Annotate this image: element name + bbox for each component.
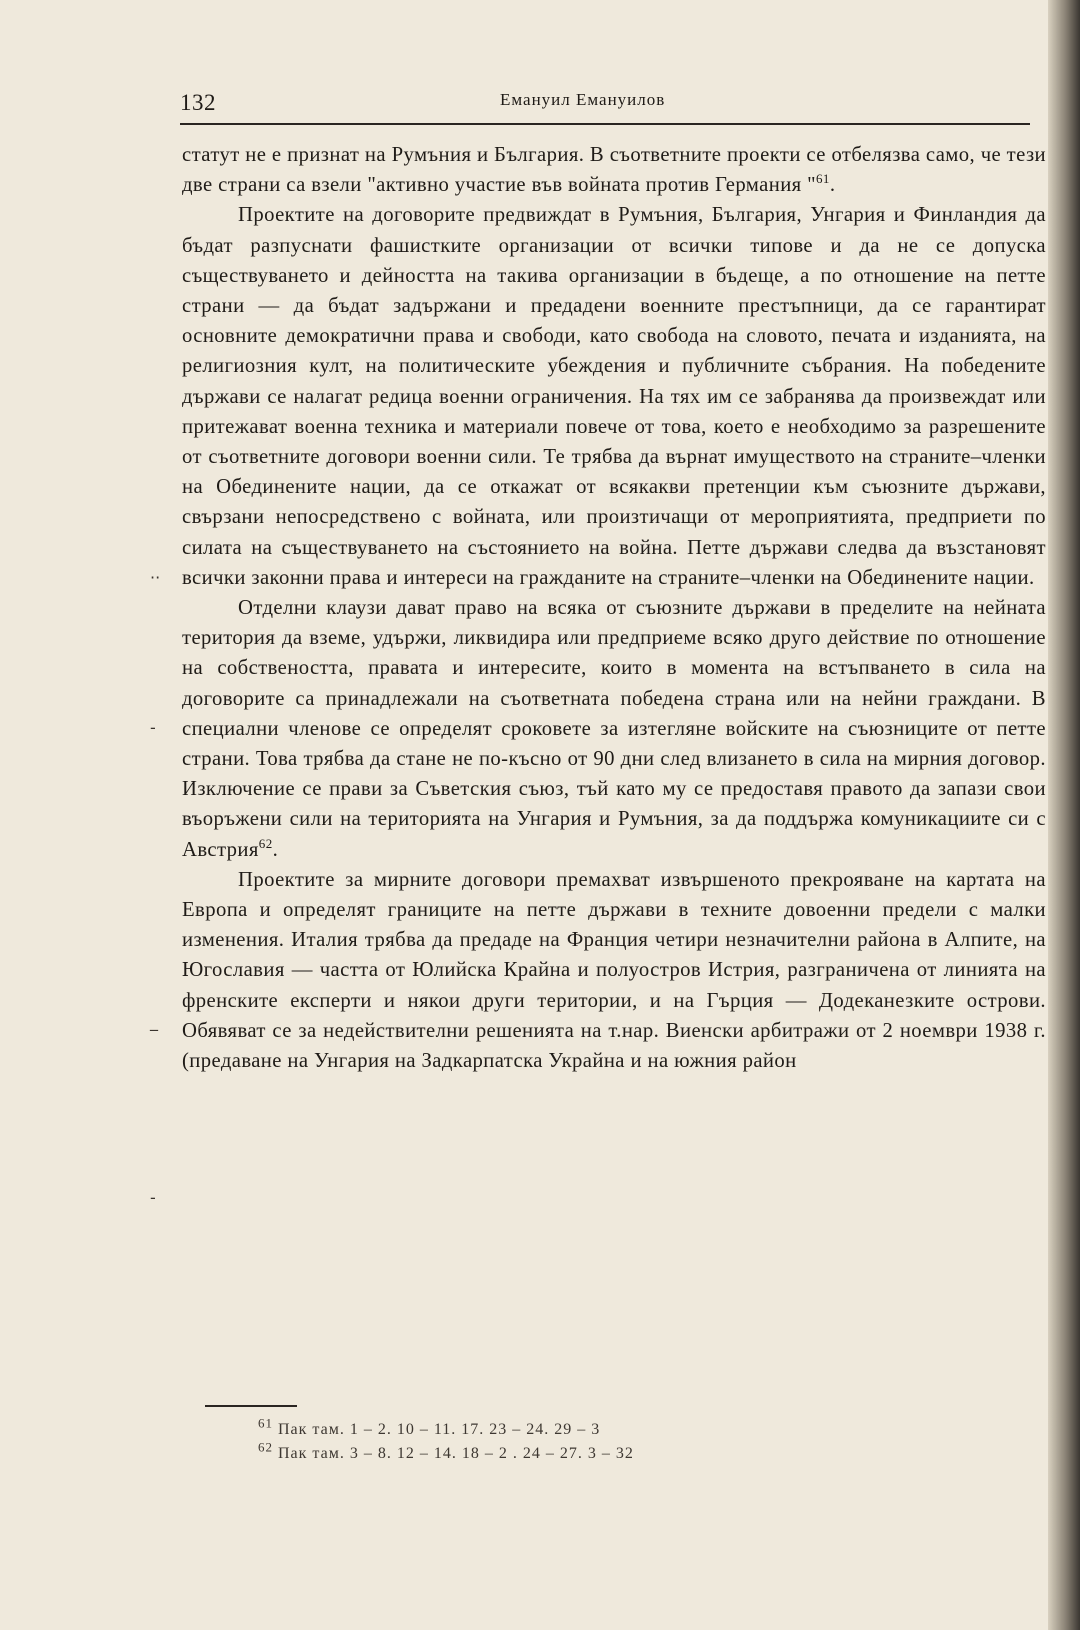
paragraph-2 (182, 200, 1046, 593)
page-header (180, 82, 1030, 122)
paragraph-4-text: Проектите за мирните договори премахват извършеното прекрояване на картата на Европа и определят границите на петте държави в техните довоенни предели с малки изменения. Италия трябва да предаде на Франция четири незначителни района в Алпите, на Югославия — частта от Юлийска Крайна и полуостров Истрия, разграничена от линията на френските експерти и някои други територии, и на Гърция — Додеканезките острови. Обявяват се за недействителни решенията на т.нар. Виенски арбитражи от 2 ноември 1938 г. (предаване на Унгария на Задкарпатска Украйна и на южния район (182, 868, 1046, 1073)
footnote-text: Пак там. 1 – 2. 10 – 11. 17. 23 – 24. 29 – 3 (278, 1421, 601, 1438)
page-edge-shadow (1048, 0, 1080, 1630)
footnote-text: Пак там. 3 – 8. 12 – 14. 18 – 2 . 24 – 27. 3 – 32 (278, 1445, 634, 1462)
paragraph-4 (182, 865, 1046, 1076)
body-text (182, 140, 1046, 1076)
footnote-marker: 62 (258, 1439, 273, 1455)
margin-mark: - (150, 718, 156, 737)
footnote-marker: 61 (258, 1415, 273, 1431)
paragraph-3-end: . (272, 838, 279, 861)
footnote-61 (258, 1415, 858, 1442)
paragraph-3-text: Отделни клаузи дават право на всяка от съюзните държави в пределите на нейната територия да вземе, удържи, ликвидира или предприеме всяко друго действие по отношение на собствеността, правата и интересите, които в момента на встъпването в сила на договорите са принадлежали на съответната победена страна или на нейни граждани. В специални членове се определят сроковете за изтеглянe войските на съюзниците от петте страни. Това трябва да стане не по-късно от 90 дни след влизането в сила на мирния договор. Изключение се прави за Съветския съюз, тъй като му се предоставя правото да запази свои въоръжени сили на територията на Унгария и Румъния, за да поддържа комуникациите си с Австрия (182, 597, 1046, 861)
paragraph-1 (182, 140, 1046, 200)
margin-mark: - (150, 1188, 156, 1207)
page-number: 132 (180, 90, 216, 115)
header-rule (180, 123, 1030, 125)
footnotes (258, 1415, 858, 1466)
margin-mark: ·· (150, 568, 161, 587)
footnote-ref-61: 61 (816, 171, 830, 187)
footnote-62 (258, 1439, 858, 1466)
running-head: Емануил Емануилов (500, 90, 666, 109)
paragraph-2-text: Проектите на договорите предвиждат в Румъния, България, Унгария и Финландия да бъдат разпуснати фашистките организации от всички типове и да не се допуска съществуването и дейността на такива организации в бъдеще, а по отношение на петте страни — да бъдат задържани и предадени военните престъпници, да се гарантират основните демократични права и свободи, като свобода на словото, печата и изданията, на религиозния култ, на политическите убеждения и публичните събрания. На победените държави се налагат редица военни ограничения. На тях им се забранява да произвеждат или притежават военна техника и материали повече от това, което е необходимо за разрешените от съответните договори военни сили. Те трябва да върнат имуществото на страните–членки на Обединените нации, да се откажат от всякакви претенции към съюзните държави, свързани непосредствено с войната, или произтичащи от мероприятията, предприети по силата на съществуването на състоянието на война. Петте държави следва да възстановят всички законни права и интереси на гражданите на страните–членки на Обединените нации. (182, 204, 1046, 589)
paragraph-1-end: . (829, 174, 836, 197)
margin-mark: _ (150, 1012, 158, 1031)
footnote-rule (205, 1405, 297, 1407)
footnote-ref-62: 62 (258, 835, 273, 851)
paragraph-3 (182, 593, 1046, 865)
paragraph-1-text: статут не е признат на Румъния и България. В съответните проекти се отбелязва само, че тези две страни са взели "активно участие във войната против Германия " (182, 144, 1046, 197)
